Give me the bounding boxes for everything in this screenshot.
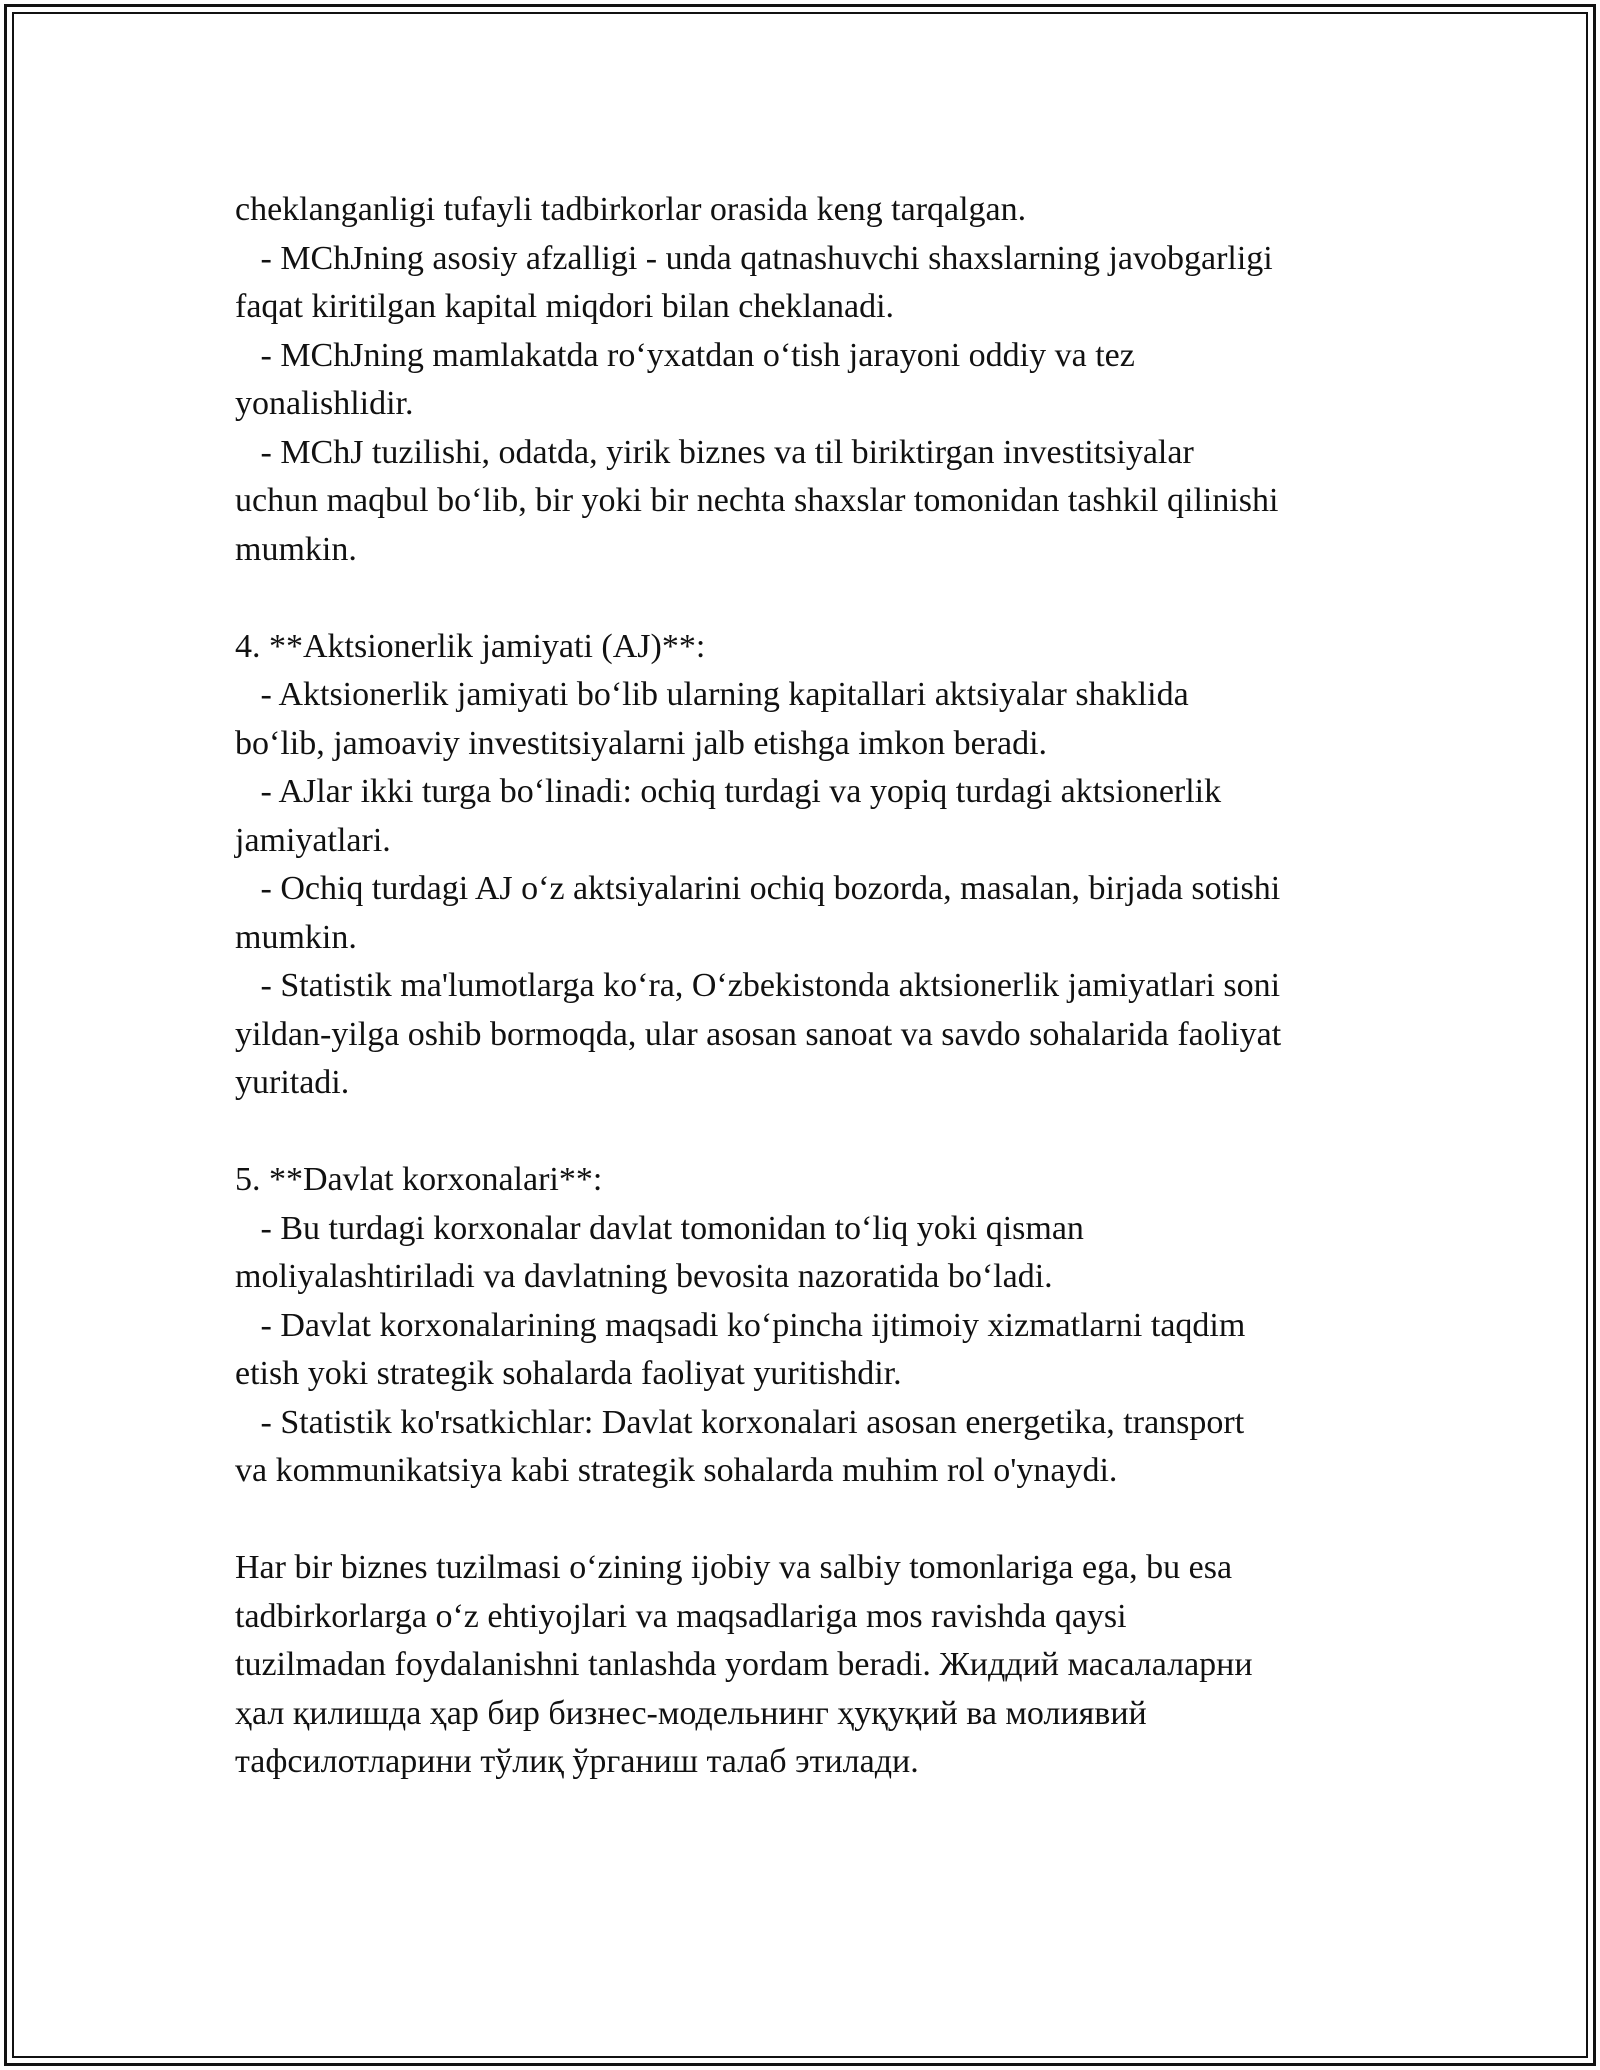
paragraph-mchj-continuation (235, 186, 1395, 574)
text-line: mumkin. (235, 530, 357, 568)
paragraph-aktsionerlik-jamiyati (235, 623, 1395, 1108)
paragraph-davlat-korxonalari (235, 1156, 1395, 1496)
text-line: etish yoki strategik sohalarda faoliyat yuritishdir. (235, 1355, 902, 1392)
text-line: Har bir biznes tuzilmasi oʻzining ijobiy va salbiy tomonlariga ega, bu esa (235, 1549, 1233, 1586)
text-line: - MChJ tuzilishi, odatda, yirik biznes va til biriktirgan investitsiyalar (235, 433, 1194, 471)
document-body (235, 186, 1395, 1787)
paragraph-spacer (235, 1496, 1395, 1545)
text-line: ҳал қилишда ҳар бир бизнес-модельнинг ҳуқуқий ва молиявий (235, 1694, 1147, 1732)
text-line: boʻlib, jamoaviy investitsiyalarni jalb etishga imkon beradi. (235, 724, 1048, 762)
text-line: - MChJning mamlakatda roʻyxatdan oʻtish jarayoni oddiy va tez (235, 336, 1135, 374)
text-line: jamiyatlari. (235, 821, 391, 859)
section-heading: 5. **Davlat korxonalari**: (235, 1161, 603, 1198)
text-line: moliyalashtiriladi va davlatning bevosita nazoratida boʻladi. (235, 1258, 1053, 1295)
text-line: cheklanganligi tufayli tadbirkorlar orasida keng tarqalgan. (235, 191, 1027, 228)
text-line: - Ochiq turdagi AJ oʻz aktsiyalarini ochiq bozorda, masalan, birjada sotishi (235, 870, 1281, 907)
text-line: mumkin. (235, 918, 357, 956)
text-line: тафсилотларини тўлиқ ўрганиш талаб этилади. (235, 1743, 919, 1780)
text-line: yuritadi. (235, 1064, 350, 1101)
text-line: yonalishlidir. (235, 385, 414, 422)
text-line: - MChJning asosiy afzalligi - unda qatnashuvchi shaxslarning javobgarligi (235, 239, 1273, 277)
text-line: - Davlat korxonalarining maqsadi koʻpincha ijtimoiy xizmatlarni taqdim (235, 1306, 1246, 1344)
paragraph-spacer (235, 574, 1395, 623)
text-line: - Statistik ko'rsatkichlar: Davlat korxonalari asosan energetika, transport (235, 1403, 1245, 1441)
text-line: - Statistik ma'lumotlarga koʻra, Oʻzbekistonda aktsionerlik jamiyatlari soni (235, 967, 1281, 1004)
text-line: uchun maqbul boʻlib, bir yoki bir nechta shaxslar tomonidan tashkil qilinishi (235, 482, 1279, 519)
paragraph-spacer (235, 1108, 1395, 1157)
text-line: - Aktsionerlik jamiyati boʻlib ularning kapitallari aktsiyalar shaklida (235, 676, 1189, 713)
text-line: - AJlar ikki turga boʻlinadi: ochiq turdagi va yopiq turdagi aktsionerlik (235, 773, 1222, 810)
text-line: tuzilmadan foydalanishni tanlashda yordam beradi. Жиддий масалаларни (235, 1646, 1253, 1683)
text-line: tadbirkorlarga oʻz ehtiyojlari va maqsadlariga mos ravishda qaysi (235, 1597, 1127, 1635)
text-line: yildan-yilga oshib bormoqda, ular asosan sanoat va savdo sohalarida faoliyat (235, 1015, 1282, 1053)
text-line: va kommunikatsiya kabi strategik sohalarda muhim rol o'ynaydi. (235, 1452, 1118, 1489)
paragraph-conclusion (235, 1544, 1395, 1787)
text-line: - Bu turdagi korxonalar davlat tomonidan toʻliq yoki qisman (235, 1209, 1084, 1247)
section-heading: 4. **Aktsionerlik jamiyati (AJ)**: (235, 627, 706, 665)
text-line: faqat kiritilgan kapital miqdori bilan cheklanadi. (235, 288, 895, 325)
